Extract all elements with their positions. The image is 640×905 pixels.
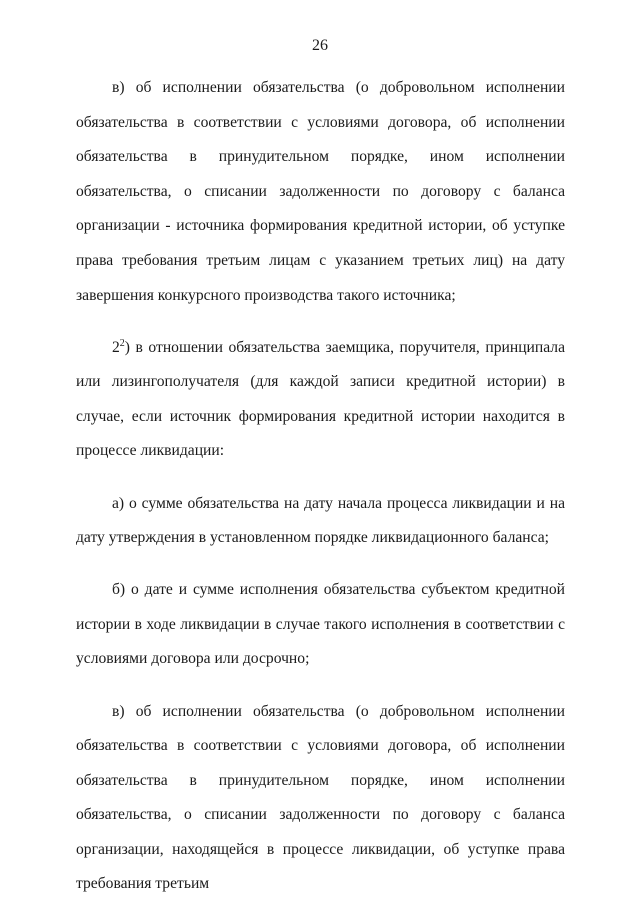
paragraph-gap	[76, 556, 565, 574]
item-number: 2	[112, 338, 120, 356]
paragraph-gap	[76, 313, 565, 331]
paragraph-text: ) в отношении обязательства заемщика, поручителя, принципала или лизингополучателя (для каждой записи кредитной истории) в случае, если источник формирования кредитной истории находится в процессе ликвидации:	[76, 338, 565, 460]
paragraph-item-v-liquidation: в) об исполнении обязательства (о добровольном исполнении обязательства в соответствии с условиями договора, об исполнении обязательства в принудительном порядке, ином исполнении обязательства, о списании задолженности по договору с баланса организации, находящейся в процессе ликвидации, об уступке права требования третьим	[76, 702, 565, 893]
paragraph-item-2-2	[76, 331, 565, 469]
paragraph-item-a: а) о сумме обязательства на дату начала процесса ликвидации и на дату утверждения в установленном порядке ликвидационного баланса;	[76, 494, 565, 547]
paragraph-item-v: в) об исполнении обязательства (о добровольном исполнении обязательства в соответствии с условиями договора, об исполнении обязательства в принудительном порядке, ином исполнении обязательства, о списании задолженности по договору с баланса организации - источника формирования кредитной истории, об уступке права требования третьим лицам с указанием третьих лиц) на дату завершения конкурсного производства такого источника;	[76, 79, 565, 304]
document-body	[76, 71, 565, 902]
paragraph-item-b: б) о дате и сумме исполнения обязательства субъектом кредитной истории в ходе ликвидации в случае такого исполнения в соответствии с условиями договора или досрочно;	[76, 581, 565, 668]
page-number: 26	[312, 37, 328, 54]
paragraph-gap	[76, 469, 565, 487]
paragraph-gap	[76, 677, 565, 695]
item-number-superscript: 2	[119, 337, 125, 349]
